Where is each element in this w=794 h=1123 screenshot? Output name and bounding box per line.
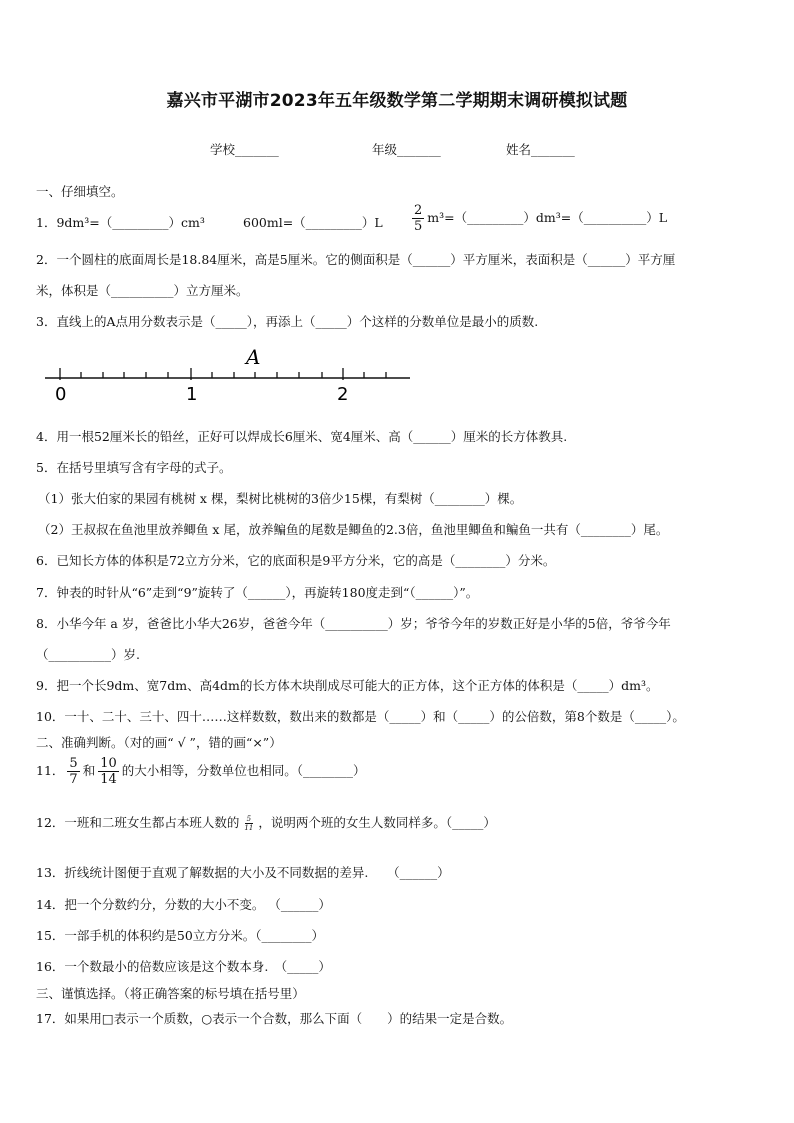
q11-connector: 和 (82, 763, 96, 778)
section-3-heading: 三、谨慎选择。（将正确答案的标号填在括号里） (36, 986, 305, 1001)
q5-line-2: （1）张大伯家的果园有桃树 x 棵，梨树比桃树的3倍少15棵，有梨树（________）棵。 (38, 491, 523, 506)
q1-part-a: 1．9dm³=（_________）cm³ (36, 215, 205, 230)
q11-fraction-2-numerator: 10 (100, 756, 117, 771)
q5-line-1: 5．在括号里填写含有字母的式子。 (36, 460, 232, 475)
q11-text (36, 756, 366, 787)
q12-suffix: ，说明两个班的女生人数同样多。（_____） (258, 815, 496, 830)
q12-fraction-denominator: 11 (244, 824, 254, 832)
q12-prefix: 12．一班和二班女生都占本班人数的 (36, 815, 240, 830)
number-line-figure (40, 340, 420, 410)
q11-fraction-2-denominator: 14 (100, 772, 117, 787)
q11-fraction-2 (98, 756, 119, 787)
q2-line-1: 2．一个圆柱的底面周长是18.84厘米，高是5厘米。它的侧面积是（______）平方厘米，表面积是（______）平方厘 (36, 252, 676, 267)
q1-part-c-text: m³=（_________）dm³=（__________）L (427, 210, 668, 225)
q12-text (36, 813, 496, 832)
q11-fraction-1-denominator: 7 (69, 772, 78, 787)
section-2-heading: 二、准确判断。（对的画“ √ ”，错的画“×”） (36, 735, 282, 750)
q17-text: 17．如果用□表示一个质数，○表示一个合数，那么下面（ ）的结果一定是合数。 (36, 1011, 513, 1026)
page-title: 嘉兴市平湖市2023年五年级数学第二学期期末调研模拟试题 (166, 91, 628, 111)
q5-line-3: （2）王叔叔在鱼池里放养鲫鱼 x 尾，放养鳊鱼的尾数是鲫鱼的2.3倍，鱼池里鲫鱼和鳊鱼一共有（________）尾。 (38, 522, 669, 537)
label-1: 1 (186, 384, 198, 405)
q11-prefix: 11． (36, 763, 65, 778)
q7-text: 7．钟表的时针从“6”走到“9”旋转了（______），再旋转180度走到“（______）”。 (36, 585, 479, 600)
q15-text: 15．一部手机的体积约是50立方分米。（________） (36, 928, 325, 943)
q3-text: 3．直线上的A点用分数表示是（_____），再添上（_____）个这样的分数单位是最小的质数. (36, 314, 539, 329)
label-2: 2 (337, 384, 349, 405)
q9-text: 9．把一个长9dm、宽7dm、高4dm的长方体木块削成尽可能大的正方体，这个正方体的体积是（_____）dm³。 (36, 678, 659, 693)
q16-text: 16．一个数最小的倍数应该是这个数本身. （_____） (36, 959, 331, 974)
q11-fraction-1 (67, 756, 79, 787)
q12-fraction (242, 815, 255, 832)
q10-text: 10．一十、二十、三十、四十……这样数数，数出来的数都是（_____）和（_____）的公倍数，第8个数是（_____）。 (36, 709, 685, 724)
q13-text: 13．折线统计图便于直观了解数据的大小及不同数据的差异. （______） (36, 865, 450, 880)
q8-line-2: （__________）岁. (36, 647, 140, 662)
q12-fraction-numerator: 5 (246, 815, 252, 823)
name-field: 姓名_______ (506, 142, 575, 157)
q8-line-1: 8．小华今年 a 岁，爸爸比小华大26岁，爸爸今年（__________）岁；爷爷今年的岁数正好是小华的5倍，爷爷今年 (36, 616, 671, 631)
q1-fraction-denominator: 5 (414, 219, 423, 234)
q11-fraction-1-numerator: 5 (69, 756, 78, 771)
q4-text: 4．用一根52厘米长的铅丝，正好可以焊成长6厘米、宽4厘米、高（______）厘米的长方体教具. (36, 429, 568, 444)
q6-text: 6．已知长方体的体积是72立方分米，它的底面积是9平方分米，它的高是（________）分米。 (36, 553, 556, 568)
q1-fraction (412, 203, 424, 234)
school-field: 学校_______ (210, 142, 279, 157)
q1-part-b: 600ml=（_________）L (243, 215, 383, 230)
q2-line-2: 米，体积是（__________）立方厘米。 (36, 283, 249, 298)
q1-fraction-numerator: 2 (414, 203, 423, 218)
section-1-heading: 一、仔细填空。 (36, 184, 124, 199)
grade-field: 年级_______ (372, 142, 441, 157)
label-0: 0 (55, 384, 67, 405)
q1-part-c (409, 203, 667, 234)
q14-text: 14．把一个分数约分，分数的大小不变。 （______） (36, 897, 331, 912)
point-a-label: A (246, 345, 261, 369)
q11-suffix: 的大小相等，分数单位也相同。（________） (121, 763, 366, 778)
